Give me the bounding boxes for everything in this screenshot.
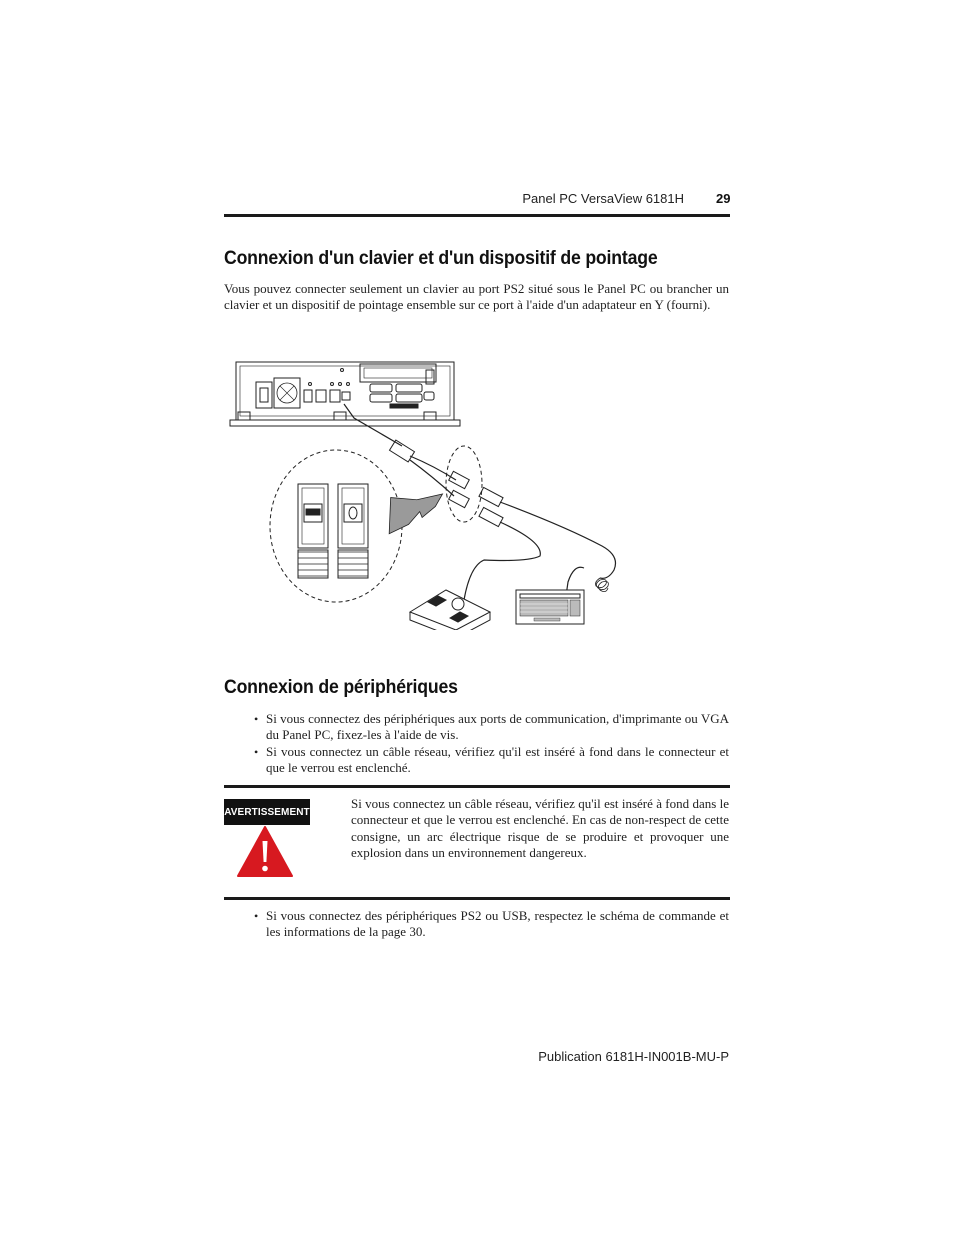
ps2-cable (344, 404, 402, 446)
warning-triangle-icon (236, 825, 294, 878)
warning-bottom-rule (224, 897, 730, 900)
keyboard-icon (516, 590, 584, 624)
mouse-symbol-icon (349, 507, 357, 519)
header-rule (224, 214, 730, 217)
list-item: • Si vous connectez des périphériques aux ports de communication, d'imprimante ou VGA du Panel PC, fixez-les à l'aide de vis. (224, 711, 729, 744)
section-heading-keyboard: Connexion d'un clavier et d'un dispositif de pointage (224, 248, 658, 269)
peripheral-bullet-list-2 (224, 908, 729, 941)
keyboard-mouse-connection-diagram (224, 356, 644, 630)
y-adapter-icon (389, 440, 414, 462)
section-paragraph-keyboard: Vous pouvez connecter seulement un clavier au port PS2 situé sous le Panel PC ou brancher un clavier et un dispositif de pointage ensemble sur ce port à l'aide d'un adaptateur en Y (fourni). (224, 281, 729, 313)
running-header-title: Panel PC VersaView 6181H (522, 191, 684, 206)
peripheral-bullet-list (224, 711, 729, 777)
ps2-connector-keyboard (298, 484, 328, 578)
list-item: • Si vous connectez un câble réseau, vérifiez qu'il est inséré à fond dans le connecteur et que le verrou est enclenché. (224, 744, 729, 777)
warning-text: Si vous connectez un câble réseau, vérifiez qu'il est inséré à fond dans le connecteur et que le verrou est enclenché. En cas de non-respect de cette consigne, un arc électrique risque de se produire et provoquer une explosion dans un environnement dangereux. (351, 796, 729, 861)
ps2-connector-mouse (338, 484, 368, 578)
page-number: 29 (716, 191, 731, 206)
list-item: • Si vous connectez des périphériques PS2 ou USB, respectez le schéma de commande et les informations de la page 30. (224, 908, 729, 941)
keyboard-symbol-icon (306, 509, 320, 515)
publication-footer: Publication 6181H-IN001B-MU-P (538, 1049, 729, 1064)
section-heading-peripherals: Connexion de périphériques (224, 677, 458, 698)
direction-arrow (387, 494, 445, 534)
warning-label: AVERTISSEMENT (224, 799, 310, 825)
trackball-icon (410, 590, 490, 630)
panel-pc-bottom-view (230, 362, 460, 426)
warning-top-rule (224, 785, 730, 788)
